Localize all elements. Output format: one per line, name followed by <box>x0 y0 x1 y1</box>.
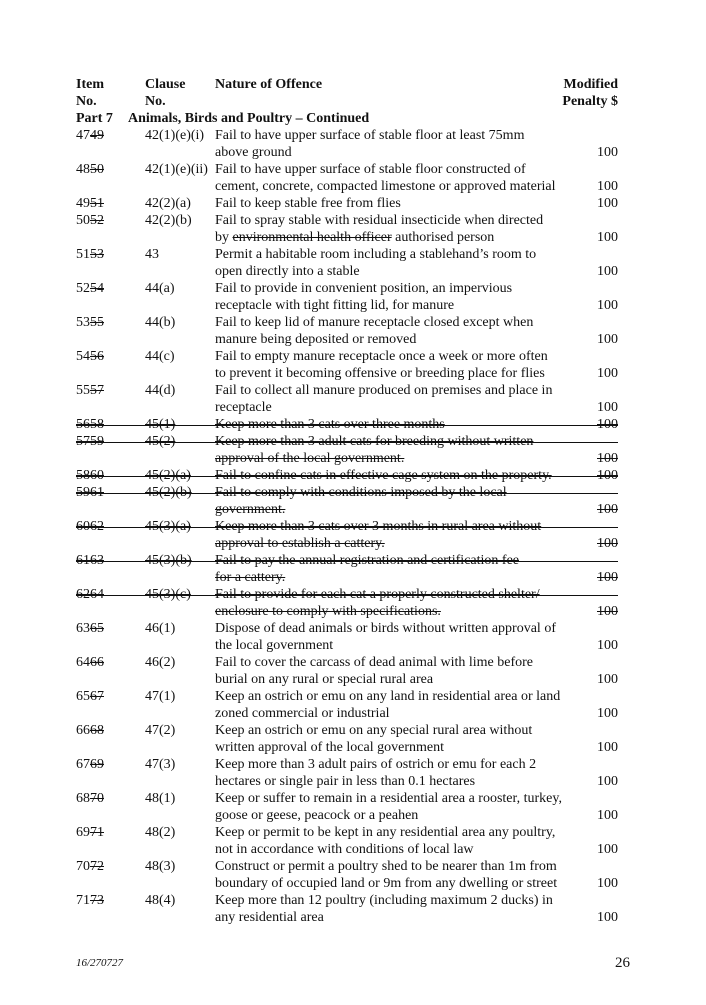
clause-number: 43 <box>145 247 159 262</box>
offence-line: Permit a habitable room including a stablehand’s room to <box>215 247 537 262</box>
table-row <box>76 280 618 314</box>
offence-line: Fail to keep stable free from flies <box>215 196 401 211</box>
table-row <box>76 586 618 620</box>
item-number-old: 69 <box>90 757 104 772</box>
clause-number: 45(2) <box>145 434 176 449</box>
penalty-amount: 100 <box>597 145 618 160</box>
offence-line: Fail to have upper surface of stable floor constructed of <box>215 162 526 177</box>
offence-line: hectares or single pair in less than 0.1 hectares <box>215 774 476 789</box>
offence-description <box>215 280 590 314</box>
table-row <box>76 858 618 892</box>
item-number-new: 69 <box>76 825 90 840</box>
item-number <box>76 484 142 501</box>
offence-description <box>215 416 590 433</box>
offence-description <box>215 212 590 246</box>
item-number <box>76 382 142 399</box>
clause-number: 45(1) <box>145 417 176 432</box>
part-heading <box>76 110 618 127</box>
offence-description <box>215 195 590 212</box>
penalty-amount: 100 <box>597 910 618 925</box>
offence-description <box>215 654 590 688</box>
offence-description <box>215 688 590 722</box>
table-row <box>76 654 618 688</box>
item-number-old: 52 <box>90 213 104 228</box>
table-row <box>76 212 618 246</box>
table-row <box>76 416 618 433</box>
penalty-amount: 100 <box>597 604 618 619</box>
header-clause-label: Clause <box>145 77 186 92</box>
penalty-amount: 100 <box>597 638 618 653</box>
table-row <box>76 195 618 212</box>
table-row <box>76 484 618 518</box>
header-penalty-label-unit: Penalty $ <box>562 94 618 109</box>
clause-number: 47(3) <box>145 757 176 772</box>
clause-number: 48(2) <box>145 825 176 840</box>
clause-number: 47(2) <box>145 723 176 738</box>
table-row <box>76 620 618 654</box>
penalty-amount: 100 <box>597 502 618 517</box>
header-item-no <box>76 76 136 110</box>
offence-description <box>215 433 590 467</box>
clause-number: 46(2) <box>145 655 176 670</box>
offence-description <box>215 620 590 654</box>
item-number <box>76 790 142 807</box>
amend-deleted-text: environmental health officer <box>232 230 392 245</box>
clause-number: 45(3)(b) <box>145 553 192 568</box>
offence-line: Dispose of dead animals or birds without written approval of <box>215 621 556 636</box>
item-number <box>76 824 142 841</box>
item-number-new: 47 <box>76 128 90 143</box>
clause-number: 42(1)(e)(ii) <box>145 162 208 177</box>
offence-description <box>215 484 590 518</box>
offence-line: any residential area <box>215 910 324 925</box>
table-row <box>76 688 618 722</box>
header-penalty <box>528 76 618 110</box>
offence-description <box>215 790 590 824</box>
item-number-new: 64 <box>76 655 90 670</box>
table-row <box>76 382 618 416</box>
offence-description <box>215 892 590 926</box>
offence-line: cement, concrete, compacted limestone or approved material <box>215 179 556 194</box>
offence-line: Fail to have upper surface of stable floor at least 75mm <box>215 128 525 143</box>
penalty-amount: 100 <box>597 332 618 347</box>
item-number-old: 71 <box>90 825 104 840</box>
penalty-amount: 100 <box>597 264 618 279</box>
item-number-new: 55 <box>76 383 90 398</box>
item-number-new: 70 <box>76 859 90 874</box>
item-number <box>76 416 142 433</box>
offence-description <box>215 127 590 161</box>
item-number <box>76 467 142 484</box>
header-item-label-no: No. <box>76 94 97 109</box>
header-clause-no <box>145 76 215 110</box>
offence-line: Fail to empty manure receptacle once a week or more often <box>215 349 548 364</box>
item-number <box>76 654 142 671</box>
offence-line: to prevent it becoming offensive or breeding place for flies <box>215 366 545 381</box>
item-number-old: 73 <box>90 893 104 908</box>
offence-line: Fail to provide in convenient position, an impervious <box>215 281 513 296</box>
offence-line: Construct or permit a poultry shed to be nearer than 1m from <box>215 859 557 874</box>
penalty-amount: 100 <box>597 536 618 551</box>
item-number-repealed: 6264 <box>76 587 104 602</box>
penalty-amount: 100 <box>597 808 618 823</box>
header-clause-label-no: No. <box>145 94 166 109</box>
clause-number: 44(b) <box>145 315 176 330</box>
item-number-repealed: 5961 <box>76 485 104 500</box>
offence-line: Fail to pay the annual registration and certification fee <box>215 553 519 568</box>
offence-description <box>215 161 590 195</box>
offence-description <box>215 586 590 620</box>
item-number-new: 67 <box>76 757 90 772</box>
offence-line-amended <box>215 229 590 246</box>
clause-number: 45(2)(b) <box>145 485 192 500</box>
penalty-amount: 100 <box>597 230 618 245</box>
offence-description <box>215 382 590 416</box>
offence-description <box>215 314 590 348</box>
offence-description <box>215 756 590 790</box>
item-number <box>76 858 142 875</box>
item-number-old: 56 <box>90 349 104 364</box>
item-number <box>76 620 142 637</box>
item-number-old: 54 <box>90 281 104 296</box>
header-nature: Nature of Offence <box>215 77 323 92</box>
offence-line: Keep more than 3 adult pairs of ostrich or emu for each 2 <box>215 757 537 772</box>
table-row <box>76 722 618 756</box>
amend-prefix: by <box>215 230 233 245</box>
table-row <box>76 127 618 161</box>
offence-line: Keep an ostrich or emu on any special rural area without <box>215 723 533 738</box>
item-number-new: 63 <box>76 621 90 636</box>
offence-description <box>215 518 590 552</box>
item-number <box>76 314 142 331</box>
page-number: 26 <box>615 955 630 971</box>
amend-inserted-text: authorised person <box>391 230 495 245</box>
clause-number: 42(2)(a) <box>145 196 191 211</box>
part-number: Part 7 <box>76 111 113 126</box>
offence-line: Keep an ostrich or emu on any land in residential area or land <box>215 689 561 704</box>
offence-line: Fail to comply with conditions imposed by the local <box>215 485 507 500</box>
clause-number: 48(4) <box>145 893 176 908</box>
offence-description <box>215 722 590 756</box>
table-row <box>76 552 618 586</box>
table-row <box>76 314 618 348</box>
item-number-new: 52 <box>76 281 90 296</box>
clause-number: 46(1) <box>145 621 176 636</box>
item-number-new: 51 <box>76 247 90 262</box>
offence-line: Keep more than 3 cats over 3 months in rural area without <box>215 519 542 534</box>
item-number-new: 65 <box>76 689 90 704</box>
offence-line: receptacle <box>215 400 272 415</box>
offence-description <box>215 467 590 484</box>
table-row <box>76 790 618 824</box>
item-number-new: 49 <box>76 196 90 211</box>
offence-line: approval of the local government. <box>215 451 405 466</box>
document-reference: 16/270727 <box>76 957 124 969</box>
item-number-old: 68 <box>90 723 104 738</box>
offence-line: Keep more than 3 cats over three months <box>215 417 445 432</box>
item-number-old: 72 <box>90 859 104 874</box>
item-number-old: 57 <box>90 383 104 398</box>
offence-description <box>215 552 590 586</box>
item-number <box>76 280 142 297</box>
header-penalty-label: Modified <box>563 77 618 92</box>
offence-line: goose or geese, peacock or a peahen <box>215 808 419 823</box>
clause-number: 45(3)(c) <box>145 587 191 602</box>
offence-line: Fail to cover the carcass of dead animal with lime before <box>215 655 533 670</box>
penalty-amount: 100 <box>597 842 618 857</box>
table-row <box>76 892 618 926</box>
item-number-new: 54 <box>76 349 90 364</box>
penalty-amount: 100 <box>597 740 618 755</box>
item-number-old: 55 <box>90 315 104 330</box>
clause-number: 48(1) <box>145 791 176 806</box>
item-number <box>76 348 142 365</box>
item-number-new: 48 <box>76 162 90 177</box>
offence-description <box>215 824 590 858</box>
item-number <box>76 195 142 212</box>
item-number <box>76 722 142 739</box>
offence-line: Fail to confine cats in effective cage system on the property. <box>215 468 552 483</box>
table-header <box>76 76 618 112</box>
penalty-amount: 100 <box>597 400 618 415</box>
offence-line: Fail to collect all manure produced on premises and place in <box>215 383 553 398</box>
item-number <box>76 246 142 263</box>
offence-line: for a cattery. <box>215 570 286 585</box>
offence-line: Fail to keep lid of manure receptacle closed except when <box>215 315 534 330</box>
item-number-new: 68 <box>76 791 90 806</box>
clause-number: 44(c) <box>145 349 175 364</box>
clause-number: 42(1)(e)(i) <box>145 128 205 143</box>
item-number <box>76 518 142 535</box>
offence-line: government. <box>215 502 286 517</box>
offence-line: Keep or permit to be kept in any residential area any poultry, <box>215 825 556 840</box>
penalty-amount: 100 <box>597 196 618 211</box>
item-number <box>76 127 142 144</box>
item-number-repealed: 5860 <box>76 468 104 483</box>
offence-line: not in accordance with conditions of local law <box>215 842 474 857</box>
item-number-repealed: 6062 <box>76 519 104 534</box>
offence-line: boundary of occupied land or 9m from any dwelling or street <box>215 876 558 891</box>
item-number-old: 67 <box>90 689 104 704</box>
offence-line: Keep more than 12 poultry (including maximum 2 ducks) in <box>215 893 553 908</box>
offence-table <box>76 127 618 926</box>
offence-description <box>215 858 590 892</box>
item-number <box>76 161 142 178</box>
item-number-old: 50 <box>90 162 104 177</box>
table-row <box>76 161 618 195</box>
item-number-old: 65 <box>90 621 104 636</box>
part-title: Animals, Birds and Poultry – Continued <box>128 111 370 126</box>
penalty-amount: 100 <box>597 366 618 381</box>
penalty-amount: 100 <box>597 570 618 585</box>
penalty-amount: 100 <box>597 451 618 466</box>
offence-line: zoned commercial or industrial <box>215 706 390 721</box>
offence-line: approval to establish a cattery. <box>215 536 385 551</box>
offence-line: Fail to spray stable with residual insecticide when directed <box>215 213 544 228</box>
clause-number: 47(1) <box>145 689 176 704</box>
offence-line: manure being deposited or removed <box>215 332 417 347</box>
table-row <box>76 246 618 280</box>
item-number <box>76 212 142 229</box>
item-number-repealed: 5759 <box>76 434 104 449</box>
penalty-amount: 100 <box>597 672 618 687</box>
item-number-new: 53 <box>76 315 90 330</box>
penalty-amount: 100 <box>597 774 618 789</box>
table-row <box>76 467 618 484</box>
offence-line: above ground <box>215 145 292 160</box>
offence-line: Fail to provide for each cat a properly constructed shelter/ <box>215 587 540 602</box>
item-number <box>76 586 142 603</box>
item-number-repealed: 6163 <box>76 553 104 568</box>
penalty-amount: 100 <box>597 417 618 432</box>
item-number-old: 49 <box>90 128 104 143</box>
offence-description <box>215 348 590 382</box>
offence-line: receptacle with tight fitting lid, for manure <box>215 298 455 313</box>
clause-number: 44(a) <box>145 281 175 296</box>
clause-number: 45(2)(a) <box>145 468 191 483</box>
item-number-new: 71 <box>76 893 90 908</box>
item-number <box>76 688 142 705</box>
item-number-old: 66 <box>90 655 104 670</box>
offence-line: enclosure to comply with specifications. <box>215 604 441 619</box>
table-row <box>76 824 618 858</box>
penalty-amount: 100 <box>597 298 618 313</box>
item-number <box>76 552 142 569</box>
penalty-amount: 100 <box>597 179 618 194</box>
clause-number: 45(3)(a) <box>145 519 191 534</box>
clause-number: 48(3) <box>145 859 176 874</box>
offence-line: open directly into a stable <box>215 264 360 279</box>
table-row <box>76 756 618 790</box>
offence-line: Keep more than 3 adult cats for breeding without written <box>215 434 534 449</box>
offence-line: the local government <box>215 638 334 653</box>
item-number-repealed: 5658 <box>76 417 104 432</box>
item-number <box>76 433 142 450</box>
table-row <box>76 348 618 382</box>
offence-description <box>215 246 590 280</box>
header-item-label: Item <box>76 77 104 92</box>
item-number-old: 51 <box>90 196 104 211</box>
clause-number: 44(d) <box>145 383 176 398</box>
clause-number: 42(2)(b) <box>145 213 192 228</box>
table-row <box>76 433 618 467</box>
item-number-new: 50 <box>76 213 90 228</box>
table-row <box>76 518 618 552</box>
offence-line: burial on any rural or special rural area <box>215 672 434 687</box>
item-number-old: 70 <box>90 791 104 806</box>
offence-line: Keep or suffer to remain in a residential area a rooster, turkey, <box>215 791 562 806</box>
penalty-amount: 100 <box>597 706 618 721</box>
item-number <box>76 756 142 773</box>
penalty-amount: 100 <box>597 876 618 891</box>
item-number <box>76 892 142 909</box>
offence-line: written approval of the local government <box>215 740 444 755</box>
penalty-amount: 100 <box>597 468 618 483</box>
item-number-new: 66 <box>76 723 90 738</box>
item-number-old: 53 <box>90 247 104 262</box>
